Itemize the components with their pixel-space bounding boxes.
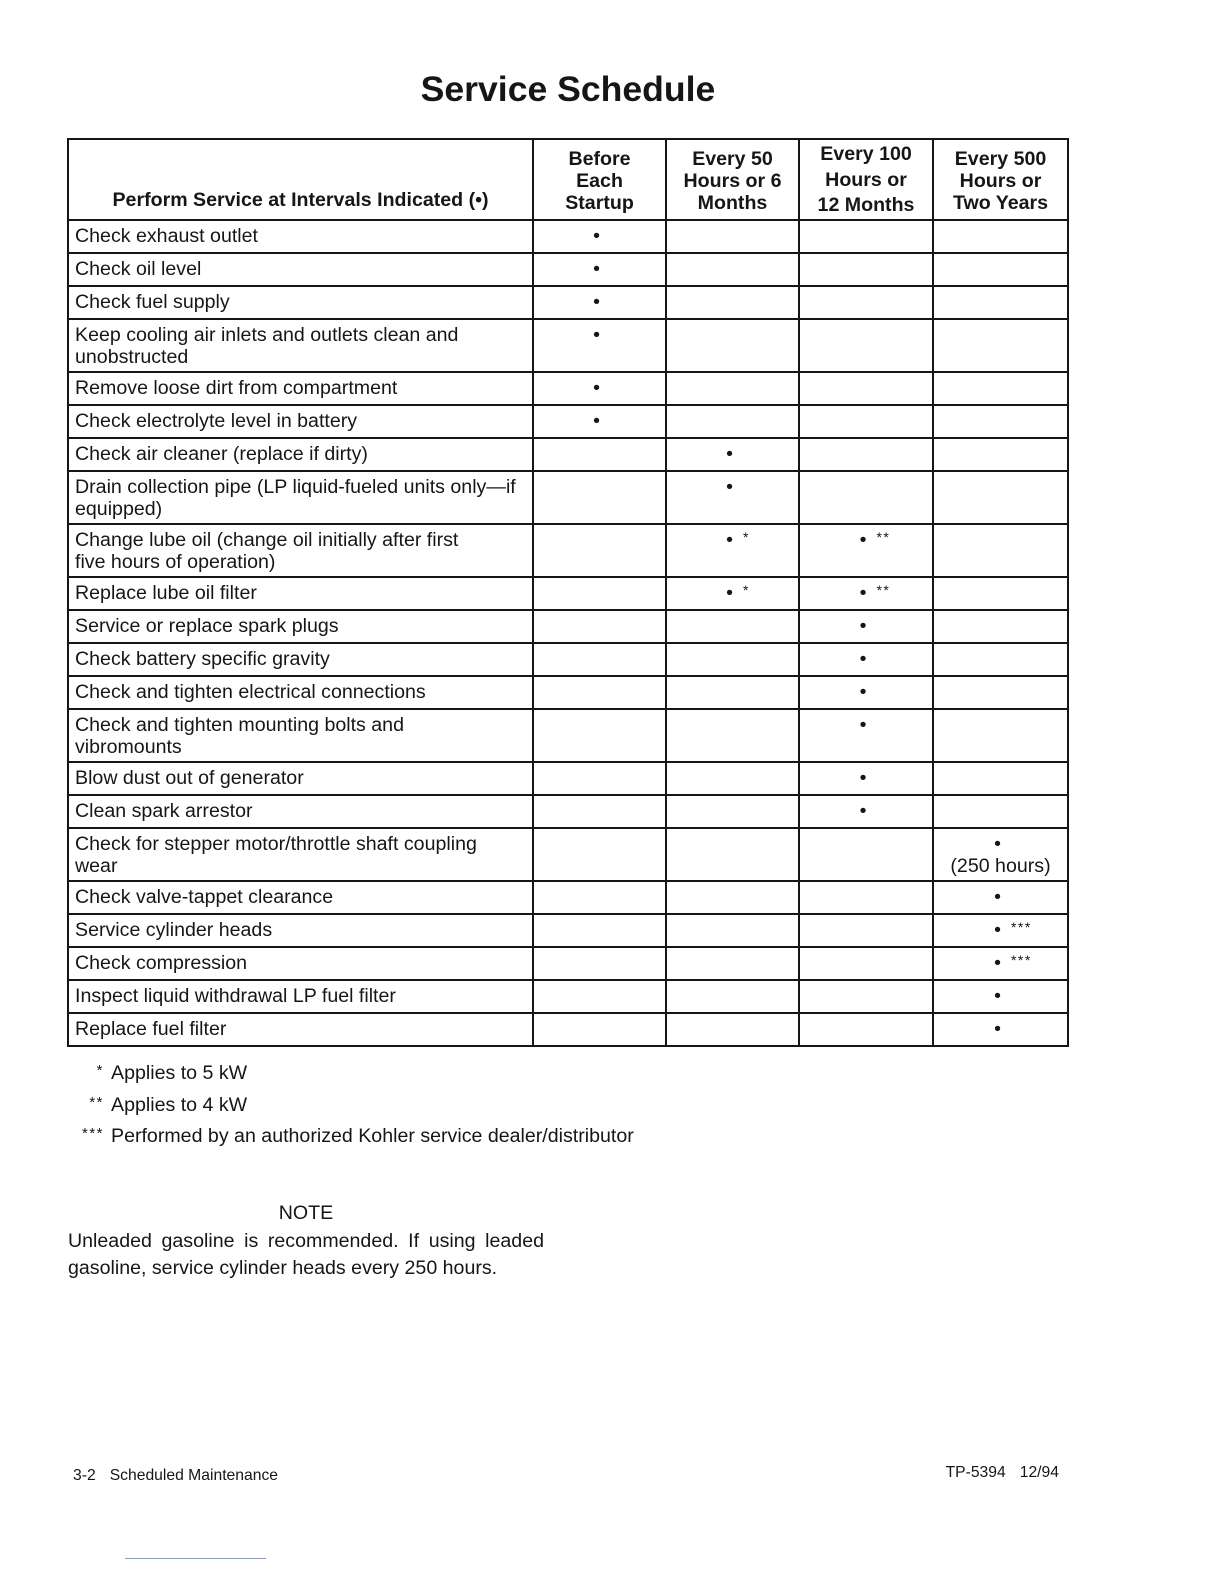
service-task: Check and tighten mounting bolts and vibromounts bbox=[69, 710, 534, 761]
schedule-row bbox=[69, 882, 1067, 915]
interval-cell bbox=[534, 406, 667, 437]
bullet-mark: • bbox=[726, 443, 733, 465]
service-task: Service or replace spark plugs bbox=[69, 611, 534, 642]
interval-cell bbox=[667, 611, 800, 642]
interval-cell bbox=[667, 254, 800, 285]
interval-mark bbox=[859, 529, 891, 551]
service-task: Replace fuel filter bbox=[69, 1014, 534, 1045]
footnote-reference: *** bbox=[1010, 952, 1032, 968]
interval-cell bbox=[667, 320, 800, 371]
service-task: Check for stepper motor/throttle shaft coupling wear bbox=[69, 829, 534, 880]
interval-cell bbox=[800, 525, 934, 576]
service-task: Check compression bbox=[69, 948, 534, 979]
interval-cell bbox=[800, 578, 934, 609]
service-task: Check valve-tappet clearance bbox=[69, 882, 534, 913]
bullet-mark: • bbox=[859, 767, 867, 789]
interval-cell bbox=[800, 763, 934, 794]
bullet-mark: • bbox=[726, 529, 733, 551]
interval-cell bbox=[534, 829, 667, 880]
interval-mark bbox=[726, 443, 733, 465]
footnote bbox=[0, 1121, 634, 1153]
interval-cell bbox=[667, 915, 800, 946]
interval-cell bbox=[934, 578, 1067, 609]
interval-mark bbox=[859, 582, 891, 604]
bullet-mark: • bbox=[994, 833, 1001, 855]
bullet-mark: • bbox=[994, 985, 1001, 1007]
schedule-row bbox=[69, 578, 1067, 611]
note-text: Unleaded gasoline is recommended. If using leaded gasoline, service cylinder heads every 250 hours. bbox=[68, 1230, 544, 1279]
interval-cell bbox=[534, 796, 667, 827]
interval-cell bbox=[534, 1014, 667, 1045]
interval-cell bbox=[667, 578, 800, 609]
service-task: Drain collection pipe (LP liquid-fueled units only—if equipped) bbox=[69, 472, 534, 523]
bullet-mark: • bbox=[593, 291, 600, 313]
interval-header-500-hours: Every 500 Hours or Two Years bbox=[952, 147, 1049, 214]
bullet-mark: • bbox=[994, 886, 1001, 908]
scan-artifact-line bbox=[125, 1558, 266, 1559]
schedule-row bbox=[69, 677, 1067, 710]
schedule-row bbox=[69, 763, 1067, 796]
service-task: Service cylinder heads bbox=[69, 915, 534, 946]
interval-mark bbox=[994, 919, 1032, 941]
task-column-header bbox=[69, 140, 534, 219]
service-schedule-table bbox=[67, 138, 1069, 1047]
interval-header-50-hours: Every 50 Hours or 6 Months bbox=[667, 140, 800, 219]
interval-cell bbox=[800, 796, 934, 827]
interval-cell bbox=[800, 981, 934, 1012]
bullet-mark: • bbox=[593, 377, 600, 399]
schedule-row bbox=[69, 373, 1067, 406]
interval-cell bbox=[934, 796, 1067, 827]
interval-cell bbox=[934, 525, 1067, 576]
bullet-mark: • bbox=[593, 258, 600, 280]
interval-cell bbox=[534, 763, 667, 794]
interval-cell bbox=[667, 882, 800, 913]
interval-cell bbox=[800, 644, 934, 675]
interval-cell bbox=[667, 406, 800, 437]
interval-cell bbox=[800, 677, 934, 708]
service-task: Blow dust out of generator bbox=[69, 763, 534, 794]
interval-cell bbox=[667, 644, 800, 675]
interval-header-100-hours: Every 100 Hours or 12 Months bbox=[800, 140, 934, 219]
interval-mark bbox=[994, 833, 1001, 855]
interval-cell bbox=[534, 373, 667, 404]
interval-cell bbox=[800, 710, 934, 761]
interval-cell bbox=[800, 221, 934, 252]
interval-cell bbox=[534, 948, 667, 979]
interval-cell bbox=[934, 710, 1067, 761]
service-task: Replace lube oil filter bbox=[69, 578, 534, 609]
schedule-row bbox=[69, 439, 1067, 472]
bullet-mark: • bbox=[859, 582, 867, 604]
interval-mark bbox=[860, 648, 867, 670]
interval-mark bbox=[860, 714, 867, 736]
interval-cell bbox=[667, 677, 800, 708]
interval-cell bbox=[934, 644, 1067, 675]
interval-cell bbox=[934, 763, 1067, 794]
note-block bbox=[68, 1200, 544, 1282]
schedule-row bbox=[69, 1014, 1067, 1047]
interval-cell bbox=[800, 611, 934, 642]
interval-mark bbox=[860, 681, 867, 703]
interval-cell bbox=[534, 472, 667, 523]
interval-cell bbox=[934, 406, 1067, 437]
interval-mark bbox=[994, 985, 1001, 1007]
interval-cell bbox=[534, 710, 667, 761]
service-task: Check oil level bbox=[69, 254, 534, 285]
interval-cell bbox=[667, 1014, 800, 1045]
interval-cell bbox=[667, 796, 800, 827]
schedule-row bbox=[69, 611, 1067, 644]
service-task: Remove loose dirt from compartment bbox=[69, 373, 534, 404]
schedule-body bbox=[69, 221, 1067, 1047]
footnote bbox=[0, 1090, 634, 1122]
bullet-mark: • bbox=[994, 1018, 1001, 1040]
interval-cell bbox=[534, 287, 667, 318]
interval-cell bbox=[934, 915, 1067, 946]
interval-cell bbox=[667, 763, 800, 794]
footnote-symbol: *** bbox=[81, 1125, 104, 1142]
interval-cell bbox=[534, 221, 667, 252]
interval-cell bbox=[934, 373, 1067, 404]
interval-cell bbox=[800, 406, 934, 437]
service-task: Inspect liquid withdrawal LP fuel filter bbox=[69, 981, 534, 1012]
bullet-mark: • bbox=[859, 681, 867, 703]
bullet-mark: • bbox=[726, 476, 733, 498]
service-task: Check fuel supply bbox=[69, 287, 534, 318]
interval-mark bbox=[593, 258, 600, 280]
schedule-row bbox=[69, 406, 1067, 439]
interval-cell bbox=[800, 948, 934, 979]
footnote-text: Applies to 5 kW bbox=[111, 1062, 248, 1084]
bullet-mark: • bbox=[593, 410, 600, 432]
bullet-mark: • bbox=[726, 582, 733, 604]
page-footer-right bbox=[946, 1463, 1059, 1483]
footnote bbox=[0, 1058, 634, 1090]
interval-cell bbox=[534, 578, 667, 609]
interval-mark bbox=[994, 1018, 1001, 1040]
interval-cell bbox=[934, 882, 1067, 913]
interval-cell bbox=[800, 320, 934, 371]
document-date: 12/94 bbox=[1019, 1464, 1059, 1481]
interval-mark bbox=[593, 410, 600, 432]
bullet-mark: • bbox=[859, 714, 867, 736]
footnote-text: Applies to 4 kW bbox=[111, 1093, 248, 1116]
page-number: 3-2 bbox=[73, 1467, 96, 1484]
footnote-reference: ** bbox=[876, 529, 891, 545]
interval-cell bbox=[934, 221, 1067, 252]
service-task: Check battery specific gravity bbox=[69, 644, 534, 675]
interval-cell bbox=[800, 287, 934, 318]
bullet-mark: • bbox=[994, 919, 1001, 941]
footnote-text: Performed by an authorized Kohler service dealer/distributor bbox=[111, 1125, 634, 1147]
interval-cell bbox=[934, 254, 1067, 285]
schedule-row bbox=[69, 525, 1067, 578]
interval-mark bbox=[726, 582, 750, 604]
interval-cell bbox=[934, 948, 1067, 979]
bullet-mark: • bbox=[593, 324, 600, 346]
service-task: Check and tighten electrical connections bbox=[69, 677, 534, 708]
schedule-header-row bbox=[69, 140, 1067, 221]
service-task: Change lube oil (change oil initially after first five hours of operation) bbox=[69, 525, 534, 576]
schedule-row bbox=[69, 948, 1067, 981]
section-name: Scheduled Maintenance bbox=[109, 1467, 279, 1484]
page-footer-left bbox=[73, 1466, 278, 1486]
interval-cell bbox=[534, 439, 667, 470]
service-task: Check exhaust outlet bbox=[69, 221, 534, 252]
interval-cell bbox=[667, 439, 800, 470]
interval-cell bbox=[667, 948, 800, 979]
interval-mark bbox=[994, 952, 1032, 974]
interval-cell bbox=[934, 829, 1067, 880]
interval-cell bbox=[667, 710, 800, 761]
interval-cell bbox=[934, 287, 1067, 318]
interval-cell bbox=[800, 472, 934, 523]
schedule-row bbox=[69, 796, 1067, 829]
interval-mark bbox=[860, 767, 867, 789]
footnote-reference: ** bbox=[876, 582, 891, 598]
footnote-reference: * bbox=[742, 582, 750, 598]
interval-cell bbox=[534, 611, 667, 642]
bullet-mark: • bbox=[593, 225, 600, 247]
schedule-row bbox=[69, 320, 1067, 373]
task-column-header-label: Perform Service at Intervals Indicated (•) bbox=[112, 189, 489, 211]
schedule-row bbox=[69, 644, 1067, 677]
interval-cell bbox=[800, 829, 934, 880]
schedule-row bbox=[69, 829, 1067, 882]
interval-cell bbox=[800, 1014, 934, 1045]
bullet-mark: • bbox=[859, 648, 867, 670]
service-task: Check electrolyte level in battery bbox=[69, 406, 534, 437]
footnote-symbol: ** bbox=[89, 1093, 104, 1111]
interval-cell bbox=[534, 644, 667, 675]
interval-mark bbox=[726, 529, 750, 551]
page-title: Service Schedule bbox=[420, 69, 716, 109]
footnote-reference: * bbox=[742, 529, 750, 545]
schedule-row bbox=[69, 287, 1067, 320]
schedule-row bbox=[69, 472, 1067, 525]
interval-cell bbox=[934, 472, 1067, 523]
interval-cell bbox=[667, 287, 800, 318]
interval-mark bbox=[860, 615, 867, 637]
service-task: Check air cleaner (replace if dirty) bbox=[69, 439, 534, 470]
service-task: Clean spark arrestor bbox=[69, 796, 534, 827]
bullet-mark: • bbox=[859, 529, 867, 551]
interval-cell bbox=[800, 439, 934, 470]
interval-cell bbox=[534, 320, 667, 371]
schedule-row bbox=[69, 915, 1067, 948]
bullet-mark: • bbox=[994, 952, 1001, 974]
schedule-row bbox=[69, 710, 1067, 763]
interval-cell bbox=[667, 221, 800, 252]
footnote-symbol: * bbox=[96, 1062, 104, 1079]
interval-mark bbox=[593, 324, 600, 346]
interval-header-before-startup: Before Each Startup bbox=[534, 140, 667, 219]
interval-cell bbox=[667, 472, 800, 523]
interval-cell bbox=[934, 611, 1067, 642]
interval-cell bbox=[800, 254, 934, 285]
interval-cell bbox=[534, 254, 667, 285]
schedule-row bbox=[69, 221, 1067, 254]
interval-cell bbox=[534, 882, 667, 913]
interval-cell bbox=[667, 829, 800, 880]
footnotes bbox=[0, 1058, 634, 1153]
interval-cell bbox=[534, 915, 667, 946]
interval-cell bbox=[934, 981, 1067, 1012]
interval-mark bbox=[593, 377, 600, 399]
interval-cell bbox=[534, 981, 667, 1012]
schedule-row bbox=[69, 981, 1067, 1014]
interval-cell bbox=[800, 882, 934, 913]
bullet-mark: • bbox=[859, 615, 867, 637]
interval-cell bbox=[667, 981, 800, 1012]
interval-cell bbox=[934, 1014, 1067, 1045]
document-id: TP-5394 bbox=[945, 1464, 1006, 1481]
interval-mark bbox=[593, 225, 600, 247]
interval-cell bbox=[800, 373, 934, 404]
interval-cell bbox=[934, 677, 1067, 708]
interval-cell bbox=[667, 373, 800, 404]
footnote-reference: *** bbox=[1010, 919, 1032, 935]
interval-mark bbox=[593, 291, 600, 313]
service-task: Keep cooling air inlets and outlets clean and unobstructed bbox=[69, 320, 534, 371]
interval-cell bbox=[534, 677, 667, 708]
interval-detail: (250 hours) bbox=[950, 855, 1051, 877]
interval-cell bbox=[667, 525, 800, 576]
schedule-row bbox=[69, 254, 1067, 287]
note-heading: NOTE bbox=[278, 1202, 334, 1224]
interval-mark bbox=[994, 886, 1001, 908]
interval-cell bbox=[534, 525, 667, 576]
interval-cell bbox=[800, 915, 934, 946]
interval-cell bbox=[934, 320, 1067, 371]
interval-mark bbox=[726, 476, 733, 498]
interval-mark bbox=[860, 800, 867, 822]
interval-cell bbox=[934, 439, 1067, 470]
bullet-mark: • bbox=[859, 800, 867, 822]
